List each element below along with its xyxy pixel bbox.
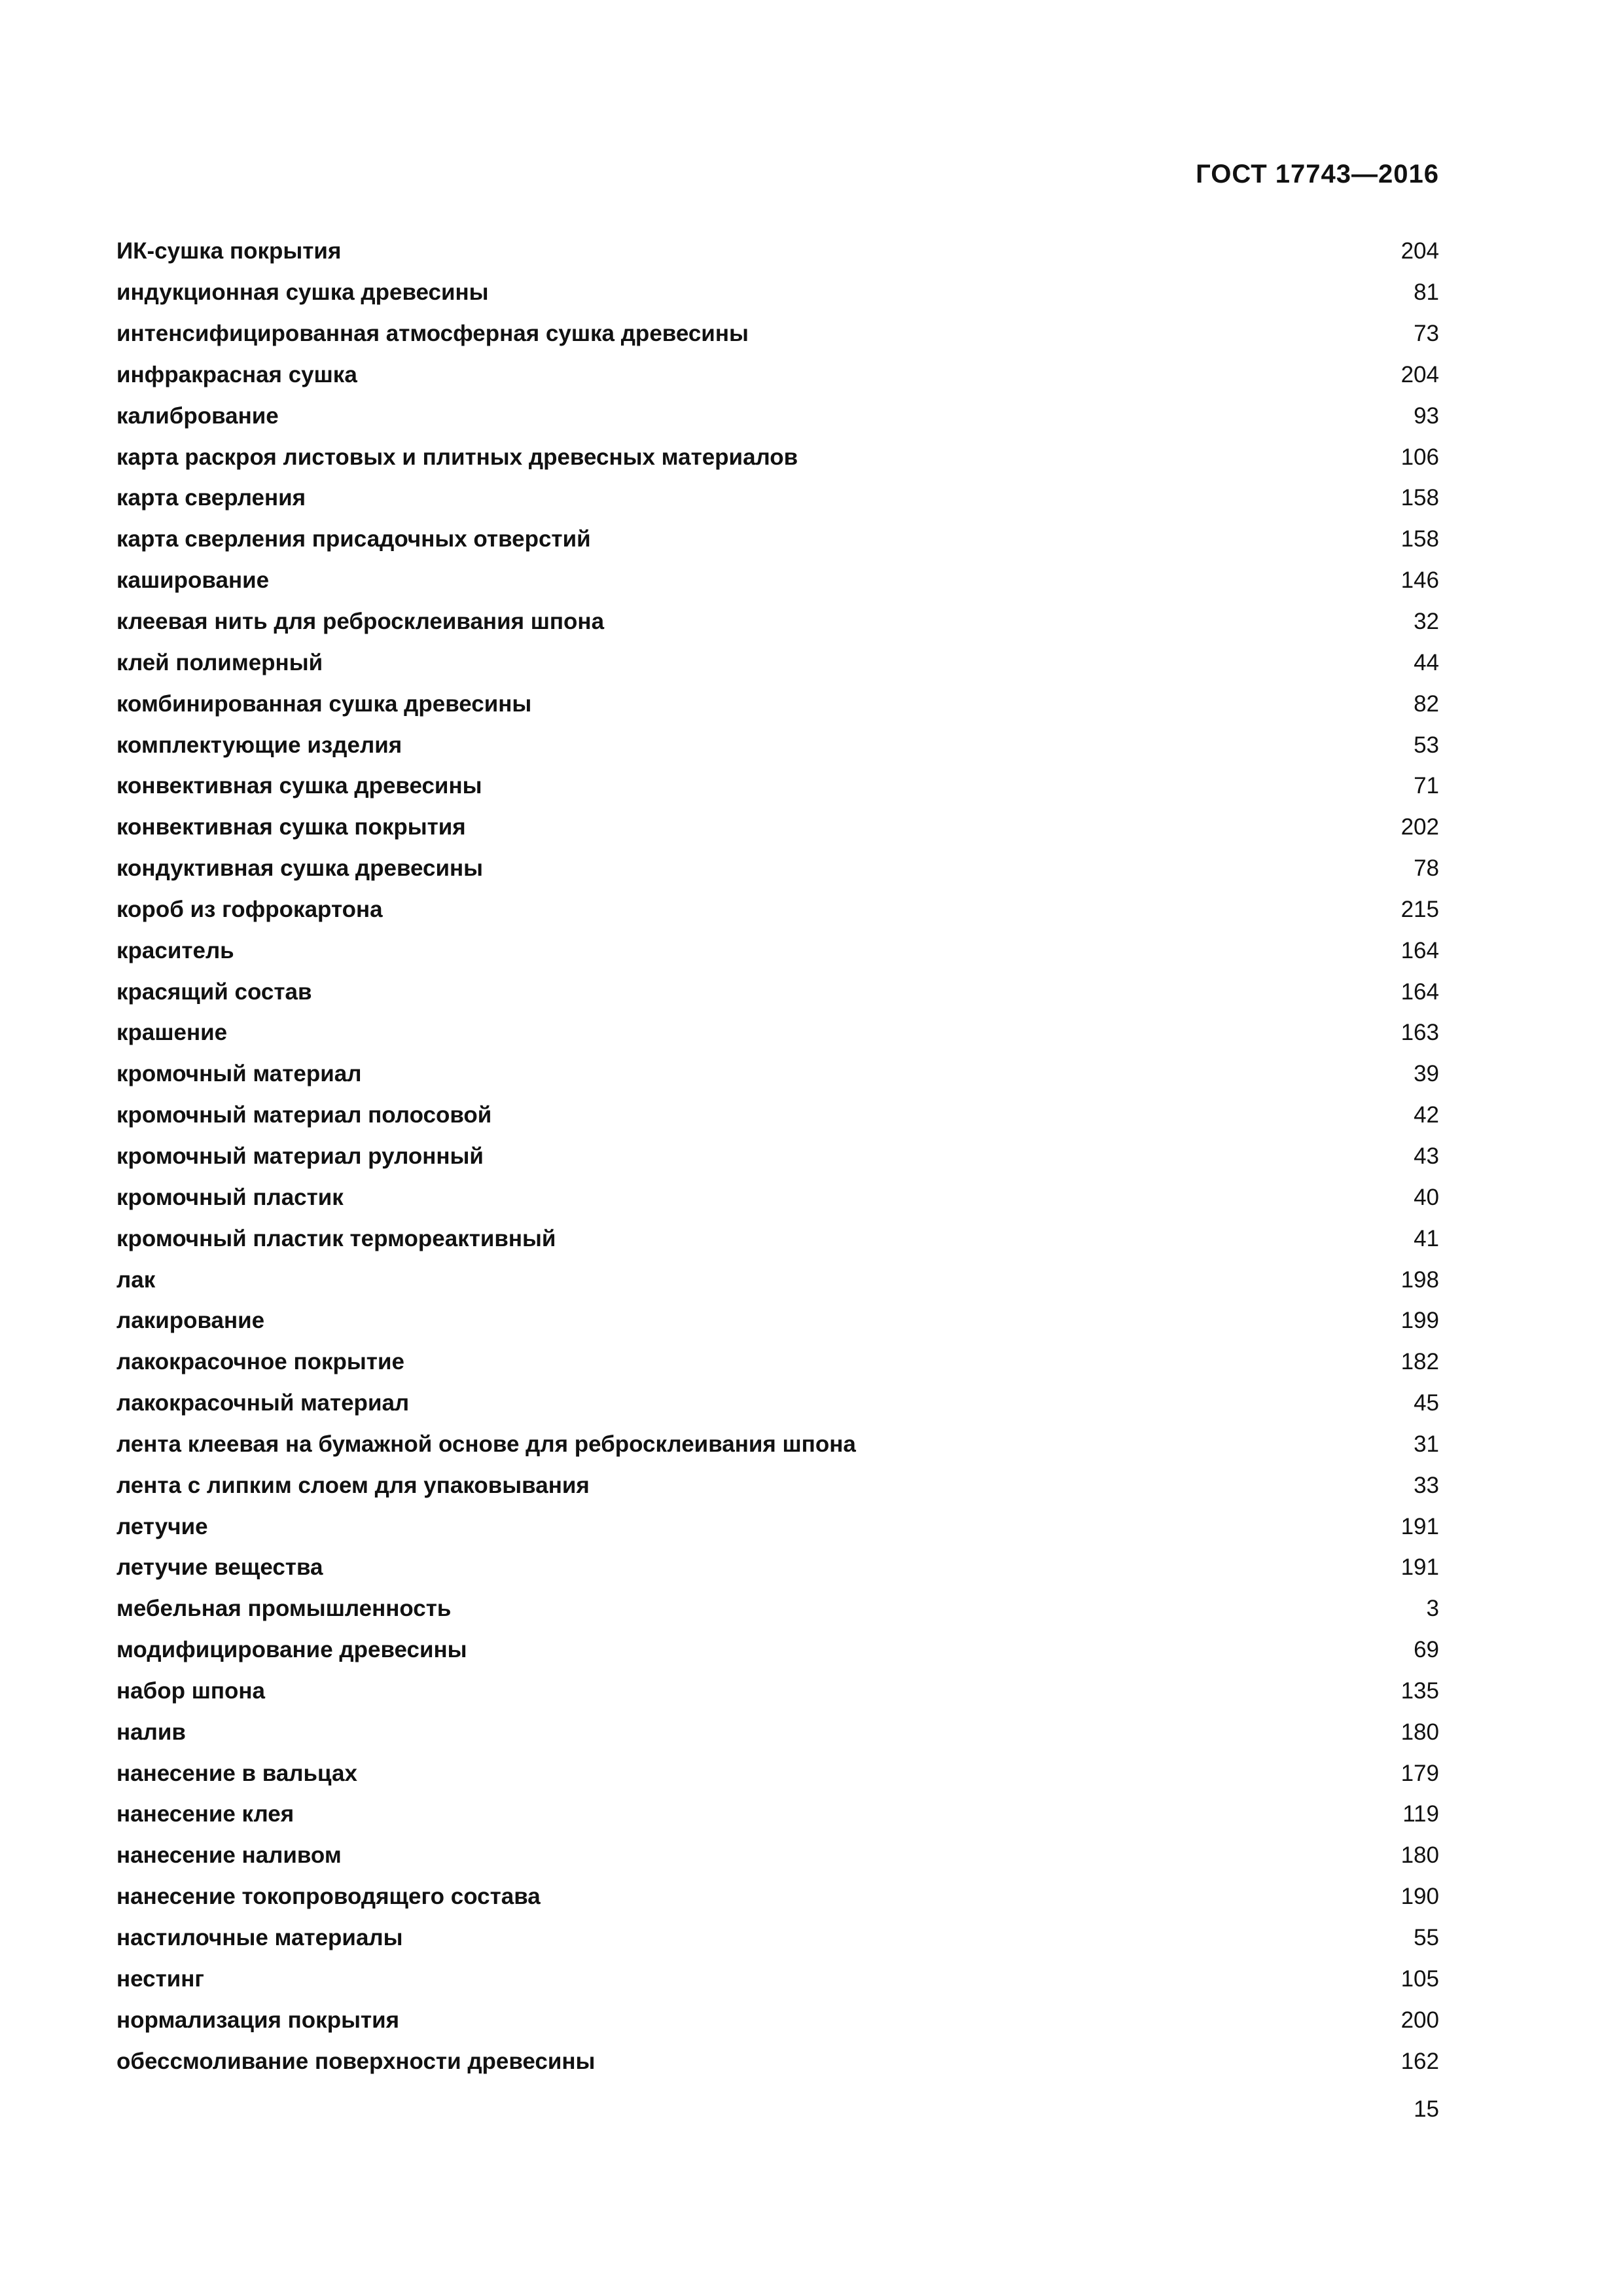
index-term: нанесение токопроводящего состава bbox=[116, 1884, 541, 1910]
index-entry bbox=[116, 1342, 1439, 1383]
index-term: нанесение наливом bbox=[116, 1842, 342, 1869]
index-term: кромочный пластик bbox=[116, 1184, 344, 1210]
index-entry bbox=[116, 231, 1439, 272]
index-entry bbox=[116, 1588, 1439, 1630]
index-entry bbox=[116, 1835, 1439, 1876]
index-entry bbox=[116, 437, 1439, 478]
index-page-ref: 191 bbox=[1400, 1513, 1439, 1539]
index-term: красящий состав bbox=[116, 978, 312, 1005]
index-page-ref: 73 bbox=[1414, 321, 1439, 347]
index-entry bbox=[116, 1506, 1439, 1547]
index-term: карта сверления bbox=[116, 485, 306, 511]
index-term: карта раскроя листовых и плитных древесных материалов bbox=[116, 444, 798, 470]
index-entry bbox=[116, 1465, 1439, 1506]
index-page-ref: 179 bbox=[1400, 1760, 1439, 1786]
index-entry bbox=[116, 2000, 1439, 2041]
index-entry bbox=[116, 1095, 1439, 1136]
index-entry bbox=[116, 478, 1439, 519]
index-entry bbox=[116, 1671, 1439, 1712]
index-page-ref: 182 bbox=[1400, 1349, 1439, 1375]
index-page-ref: 204 bbox=[1400, 361, 1439, 387]
index-term: конвективная сушка покрытия bbox=[116, 814, 466, 840]
index-page-ref: 71 bbox=[1414, 773, 1439, 799]
index-term: короб из гофрокартона bbox=[116, 896, 383, 922]
index-term: комбинированная сушка древесины bbox=[116, 691, 532, 717]
index-term: лакирование bbox=[116, 1308, 265, 1334]
index-page-ref: 53 bbox=[1414, 732, 1439, 758]
index-term: настилочные материалы bbox=[116, 1925, 403, 1951]
index-entry bbox=[116, 642, 1439, 683]
index-page-ref: 41 bbox=[1414, 1225, 1439, 1251]
index-term: интенсифицированная атмосферная сушка древесины bbox=[116, 321, 749, 347]
index-page-ref: 191 bbox=[1400, 1554, 1439, 1581]
index-entry bbox=[116, 355, 1439, 396]
index-page-ref: 81 bbox=[1414, 279, 1439, 306]
index-entry bbox=[116, 889, 1439, 931]
index-entry bbox=[116, 1753, 1439, 1794]
page-number: 15 bbox=[1414, 2096, 1439, 2122]
index-entry bbox=[116, 560, 1439, 601]
index-term: нестинг bbox=[116, 1965, 204, 1992]
index-term: калибрование bbox=[116, 403, 279, 429]
index-page-ref: 45 bbox=[1414, 1390, 1439, 1416]
index-term: кромочный пластик термореактивный bbox=[116, 1225, 556, 1251]
index-page-ref: 39 bbox=[1414, 1061, 1439, 1087]
index-entry bbox=[116, 314, 1439, 355]
index-term: нанесение клея bbox=[116, 1801, 294, 1827]
index-term: кромочный материал рулонный bbox=[116, 1143, 484, 1169]
index-page-ref: 55 bbox=[1414, 1925, 1439, 1951]
index-term: нанесение в вальцах bbox=[116, 1760, 357, 1786]
index-entry bbox=[116, 272, 1439, 314]
index-entry bbox=[116, 1218, 1439, 1259]
index-term: налив bbox=[116, 1719, 186, 1745]
index-entry bbox=[116, 1136, 1439, 1177]
index-entry bbox=[116, 1876, 1439, 1918]
index-entry bbox=[116, 1958, 1439, 2000]
index-entry bbox=[116, 1424, 1439, 1465]
index-page-ref: 180 bbox=[1400, 1719, 1439, 1745]
index-entry bbox=[116, 807, 1439, 848]
index-term: клеевая нить для ребросклеивания шпона bbox=[116, 609, 605, 635]
index-term: каширование bbox=[116, 567, 270, 594]
index-entry bbox=[116, 725, 1439, 766]
index-entry bbox=[116, 766, 1439, 807]
index-entry bbox=[116, 848, 1439, 889]
index-entry bbox=[116, 1383, 1439, 1424]
index-page-ref: 162 bbox=[1400, 2048, 1439, 2074]
index-entry bbox=[116, 1630, 1439, 1671]
index-entry bbox=[116, 519, 1439, 560]
index-page-ref: 158 bbox=[1400, 485, 1439, 511]
index-page-ref: 204 bbox=[1400, 238, 1439, 264]
index-page-ref: 31 bbox=[1414, 1431, 1439, 1457]
index-term: конвективная сушка древесины bbox=[116, 773, 482, 799]
index-entry bbox=[116, 1013, 1439, 1054]
index-page-ref: 42 bbox=[1414, 1102, 1439, 1128]
index-page-ref: 215 bbox=[1400, 896, 1439, 922]
index-page-ref: 200 bbox=[1400, 2007, 1439, 2033]
index-term: модифицирование древесины bbox=[116, 1637, 467, 1663]
index-page-ref: 3 bbox=[1426, 1596, 1439, 1622]
index-entry bbox=[116, 1300, 1439, 1342]
index-page-ref: 164 bbox=[1400, 937, 1439, 963]
index-page-ref: 119 bbox=[1402, 1801, 1439, 1827]
index-page-ref: 82 bbox=[1414, 691, 1439, 717]
index-entry bbox=[116, 1918, 1439, 1959]
index-term: лента клеевая на бумажной основе для ребросклеивания шпона bbox=[116, 1431, 856, 1457]
index-page-ref: 163 bbox=[1400, 1020, 1439, 1046]
index-entry bbox=[116, 1547, 1439, 1588]
index-term: лакокрасочное покрытие bbox=[116, 1349, 404, 1375]
alphabetical-index bbox=[116, 231, 1439, 2082]
index-term: обессмоливание поверхности древесины bbox=[116, 2048, 596, 2074]
index-entry bbox=[116, 930, 1439, 971]
index-page-ref: 135 bbox=[1400, 1677, 1439, 1704]
index-page-ref: 106 bbox=[1400, 444, 1439, 470]
index-term: лакокрасочный материал bbox=[116, 1390, 410, 1416]
index-page-ref: 190 bbox=[1400, 1884, 1439, 1910]
index-page-ref: 180 bbox=[1400, 1842, 1439, 1869]
index-term: кондуктивная сушка древесины bbox=[116, 855, 484, 882]
standard-designation: ГОСТ 17743—2016 bbox=[1196, 160, 1439, 188]
index-page-ref: 69 bbox=[1414, 1637, 1439, 1663]
index-term: ИК-сушка покрытия bbox=[116, 238, 342, 264]
index-term: нормализация покрытия bbox=[116, 2007, 400, 2033]
index-term: летучие вещества bbox=[116, 1554, 323, 1581]
index-page-ref: 198 bbox=[1400, 1266, 1439, 1293]
index-term: набор шпона bbox=[116, 1677, 266, 1704]
index-entry bbox=[116, 2041, 1439, 2082]
index-entry bbox=[116, 683, 1439, 725]
index-term: кромочный материал bbox=[116, 1061, 362, 1087]
index-term: лак bbox=[116, 1266, 156, 1293]
index-page-ref: 164 bbox=[1400, 978, 1439, 1005]
index-page-ref: 158 bbox=[1400, 526, 1439, 552]
document-header bbox=[1196, 160, 1439, 189]
index-page-ref: 93 bbox=[1414, 403, 1439, 429]
index-entry bbox=[116, 395, 1439, 437]
index-page-ref: 44 bbox=[1414, 649, 1439, 675]
index-entry bbox=[116, 1259, 1439, 1300]
index-entry bbox=[116, 1177, 1439, 1218]
index-page-ref: 33 bbox=[1414, 1472, 1439, 1498]
index-term: летучие bbox=[116, 1513, 208, 1539]
index-term: кромочный материал полосовой bbox=[116, 1102, 492, 1128]
index-term: мебельная промышленность bbox=[116, 1596, 452, 1622]
index-page-ref: 146 bbox=[1400, 567, 1439, 594]
index-term: крашение bbox=[116, 1020, 228, 1046]
index-page-ref: 78 bbox=[1414, 855, 1439, 882]
index-entry bbox=[116, 1794, 1439, 1835]
index-term: индукционная сушка древесины bbox=[116, 279, 489, 306]
index-entry bbox=[116, 1712, 1439, 1753]
index-term: клей полимерный bbox=[116, 649, 323, 675]
index-page-ref: 43 bbox=[1414, 1143, 1439, 1169]
index-page-ref: 105 bbox=[1400, 1965, 1439, 1992]
index-entry bbox=[116, 1054, 1439, 1095]
index-term: комплектующие изделия bbox=[116, 732, 402, 758]
index-term: краситель bbox=[116, 937, 234, 963]
index-page-ref: 199 bbox=[1400, 1308, 1439, 1334]
index-term: карта сверления присадочных отверстий bbox=[116, 526, 591, 552]
index-page-ref: 40 bbox=[1414, 1184, 1439, 1210]
index-term: лента с липким слоем для упаковывания bbox=[116, 1472, 590, 1498]
index-page-ref: 32 bbox=[1414, 609, 1439, 635]
index-entry bbox=[116, 971, 1439, 1013]
index-entry bbox=[116, 601, 1439, 643]
index-term: инфракрасная сушка bbox=[116, 361, 357, 387]
index-page-ref: 202 bbox=[1400, 814, 1439, 840]
